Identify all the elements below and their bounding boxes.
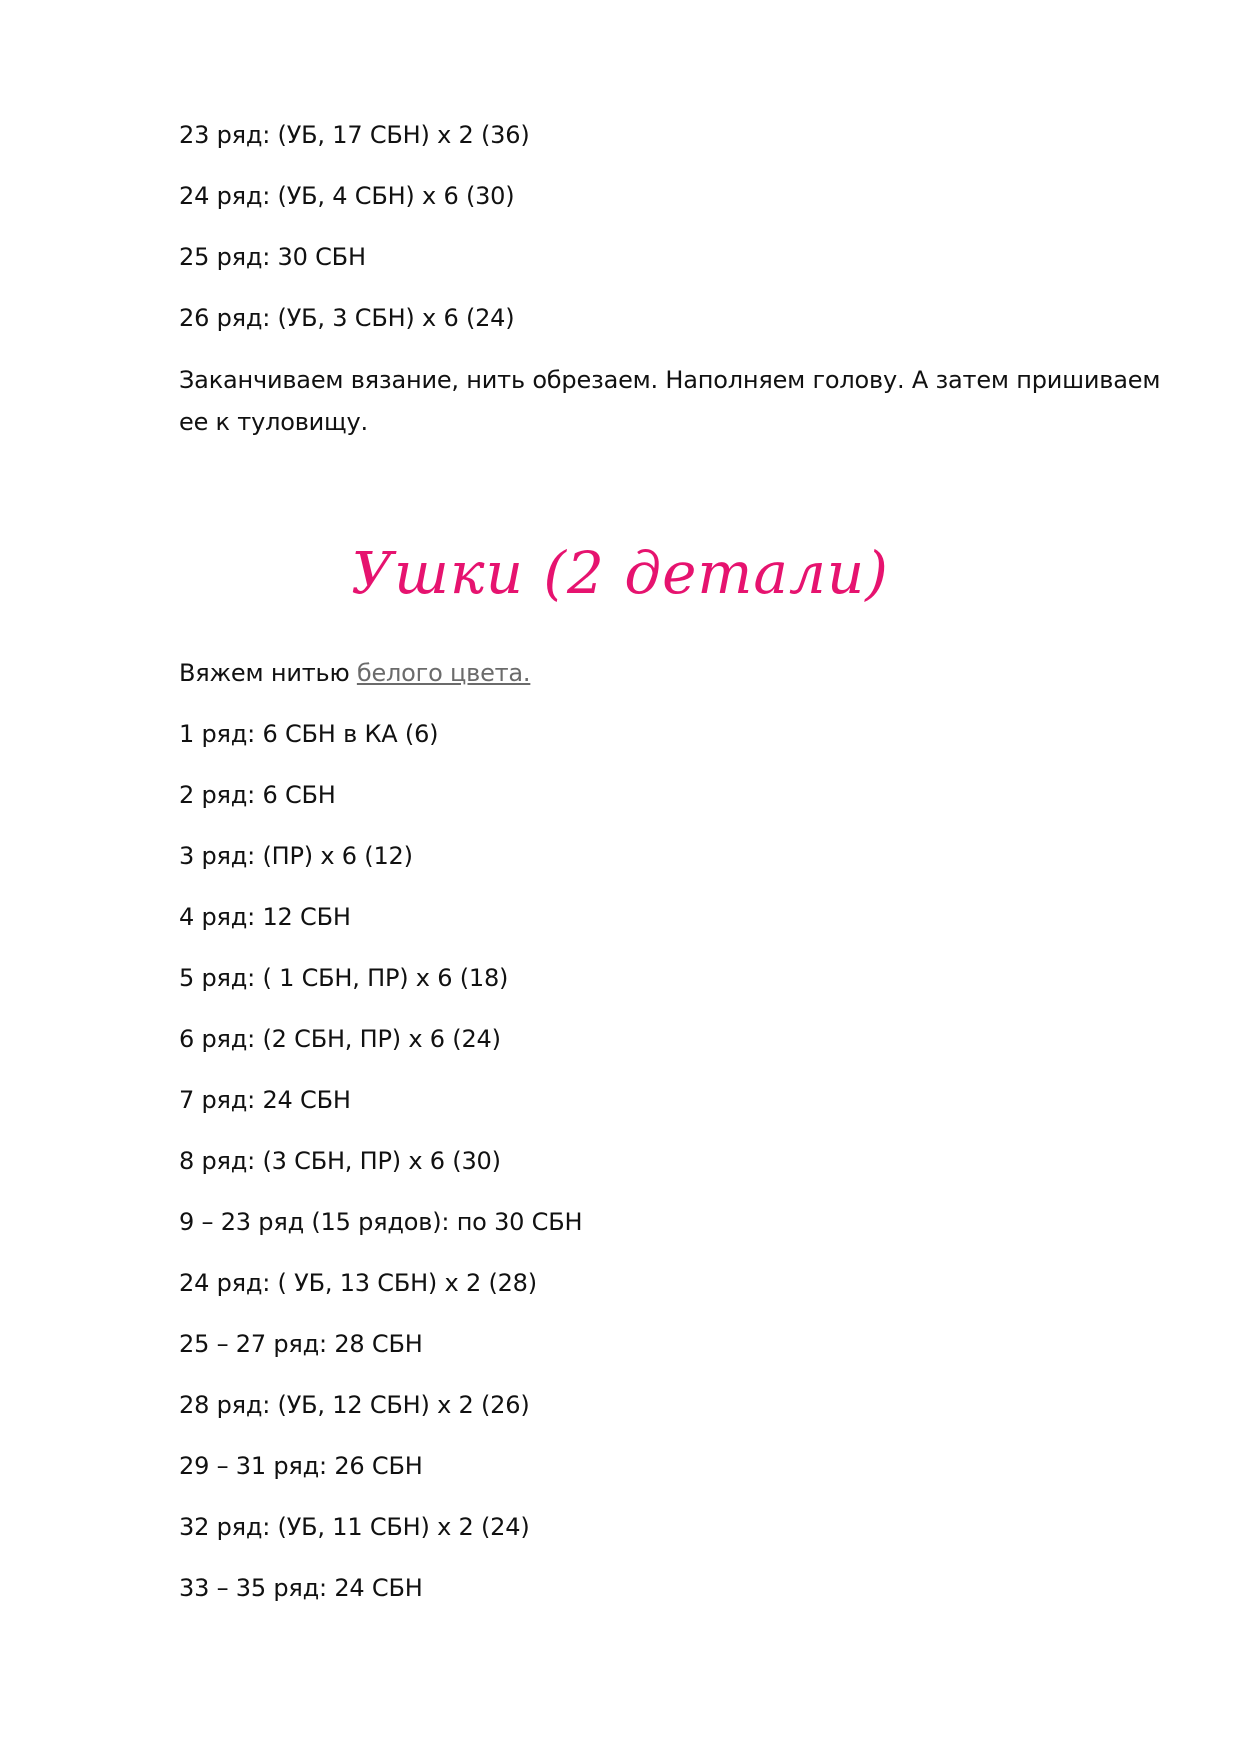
pattern-row: 7 ряд: 24 СБН (179, 1086, 351, 1114)
yarn-intro (179, 658, 530, 688)
section-heading: Ушки (2 детали) (351, 539, 889, 607)
pattern-row: 24 ряд: ( УБ, 13 СБН) х 2 (28) (179, 1269, 537, 1297)
pattern-row: 6 ряд: (2 СБН, ПР) х 6 (24) (179, 1025, 501, 1053)
pattern-row: 25 – 27 ряд: 28 СБН (179, 1330, 423, 1358)
pattern-row: 5 ряд: ( 1 СБН, ПР) х 6 (18) (179, 964, 509, 992)
pattern-row: 29 – 31 ряд: 26 СБН (179, 1452, 423, 1480)
pattern-row: 32 ряд: (УБ, 11 СБН) х 2 (24) (179, 1513, 530, 1541)
pattern-row: 24 ряд: (УБ, 4 СБН) х 6 (30) (179, 182, 515, 210)
pattern-row: 33 – 35 ряд: 24 СБН (179, 1574, 423, 1602)
pattern-row: 26 ряд: (УБ, 3 СБН) х 6 (24) (179, 304, 515, 332)
pattern-row: 1 ряд: 6 СБН в КА (6) (179, 720, 439, 748)
yarn-color-link[interactable]: белого цвета. (356, 659, 531, 687)
pattern-row: 25 ряд: 30 СБН (179, 243, 366, 271)
pattern-row: 23 ряд: (УБ, 17 СБН) х 2 (36) (179, 121, 530, 149)
pattern-row: 28 ряд: (УБ, 12 СБН) х 2 (26) (179, 1391, 530, 1419)
pattern-row: 2 ряд: 6 СБН (179, 781, 336, 809)
pattern-row: 9 – 23 ряд (15 рядов): по 30 СБН (179, 1208, 583, 1236)
pattern-row: 8 ряд: (3 СБН, ПР) х 6 (30) (179, 1147, 501, 1175)
finish-paragraph: Заканчиваем вязание, нить обрезаем. Наполняем голову. А затем пришиваем ее к туловищу. (179, 366, 1161, 436)
yarn-intro-text: Вяжем нитью (179, 659, 357, 687)
pattern-row: 4 ряд: 12 СБН (179, 903, 351, 931)
pattern-row: 3 ряд: (ПР) х 6 (12) (179, 842, 413, 870)
